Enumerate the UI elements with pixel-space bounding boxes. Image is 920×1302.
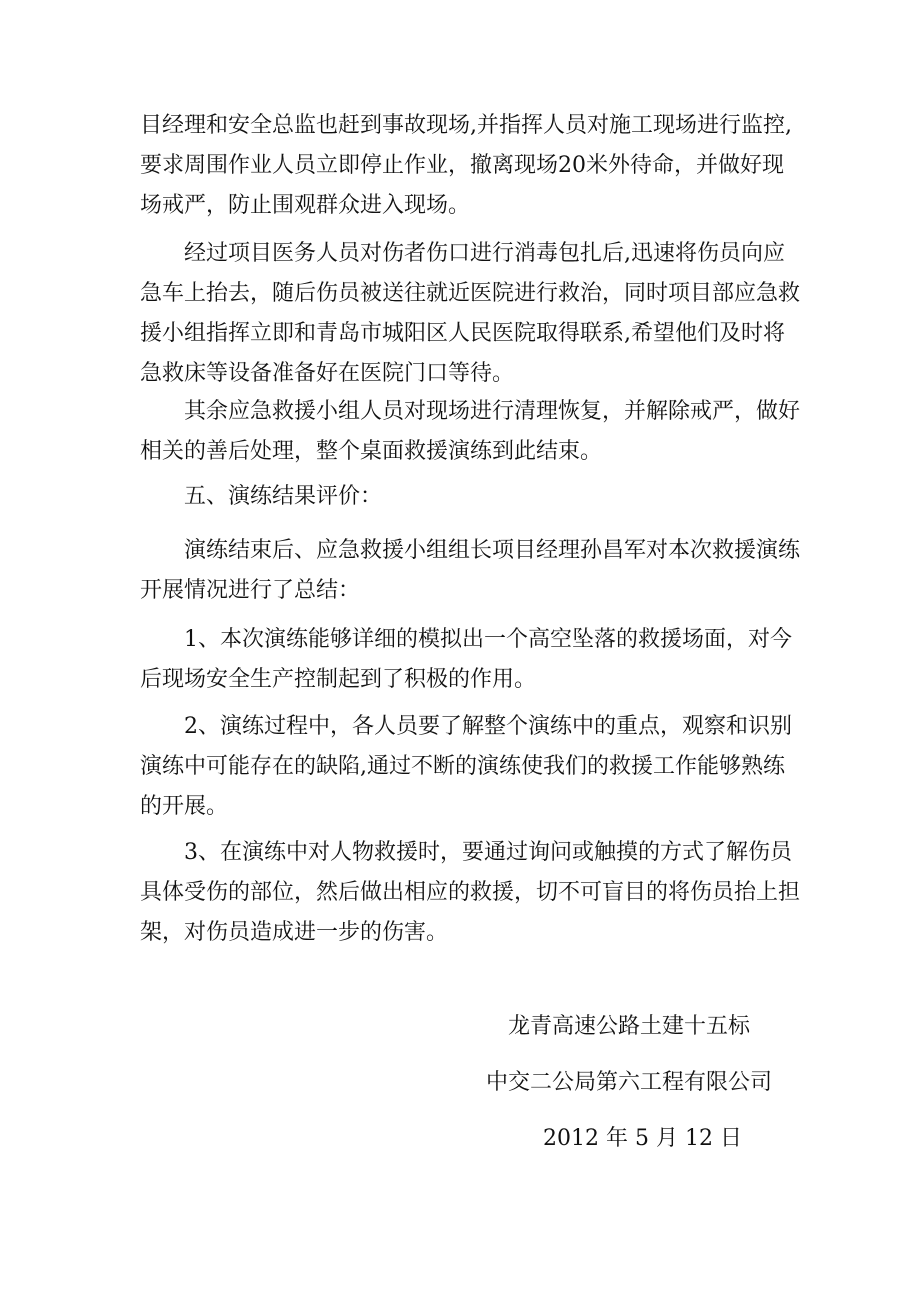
paragraph-line: 演练结束后、应急救援小组组长项目经理孙昌军对本次救援演练 [184,538,801,563]
paragraph-line: 急车上抬去，随后伤员被送往就近医院进行救治，同时项目部应急救 [140,281,801,306]
paragraph-line: 架，对伤员造成进一步的伤害。 [140,920,449,945]
paragraph-line: 演练中可能存在的缺陷,通过不断的演练使我们的救援工作能够熟练 [140,754,785,779]
paragraph-line: 开展情况进行了总结： [140,578,361,603]
paragraph-line: 目经理和安全总监也赶到事故现场,并指挥人员对施工现场进行监控, [140,113,792,138]
paragraph-line: 援小组指挥立即和青岛市城阳区人民医院取得联系,希望他们及时将 [140,321,785,346]
paragraph-line: 相关的善后处理，整个桌面救援演练到此结束。 [140,439,603,464]
signature-date: 2012 年 5 月 12 日 [543,1126,742,1151]
paragraph-line: 的开展。 [140,794,229,819]
paragraph-line: 2、演练过程中，各人员要了解整个演练中的重点，观察和识别 [184,714,792,739]
paragraph-2 [0,234,920,394]
heading-line: 五、演练结果评价： [184,484,383,509]
paragraph-1 [0,106,920,226]
paragraph-3 [0,392,920,472]
paragraph-line: 后现场安全生产控制起到了积极的作用。 [140,667,537,692]
section-heading [0,477,920,517]
paragraph-line: 急救床等设备准备好在医院门口等待。 [140,361,515,386]
paragraph-5 [0,531,920,611]
signature-company: 中交二公局第六工程有限公司 [486,1070,773,1095]
paragraph-line: 其余应急救援小组人员对现场进行清理恢复，并解除戒严，做好 [184,399,801,424]
list-item-2 [0,707,920,827]
list-item-1 [0,620,920,700]
paragraph-line: 1、本次演练能够详细的模拟出一个高空坠落的救援场面，对今 [184,627,792,652]
paragraph-line: 场戒严，防止围观群众进入现场。 [140,193,471,218]
paragraph-line: 经过项目医务人员对伤者伤口进行消毒包扎后,迅速将伤员向应 [184,241,785,266]
signature-project: 龙青高速公路土建十五标 [508,1014,751,1039]
list-item-3 [0,833,920,953]
paragraph-line: 3、在演练中对人物救援时，要通过询问或触摸的方式了解伤员 [184,840,792,865]
paragraph-line: 具体受伤的部位，然后做出相应的救援，切不可盲目的将伤员抬上担 [140,880,801,905]
paragraph-line: 要求周围作业人员立即停止作业，撤离现场20米外待命，并做好现 [140,153,784,178]
